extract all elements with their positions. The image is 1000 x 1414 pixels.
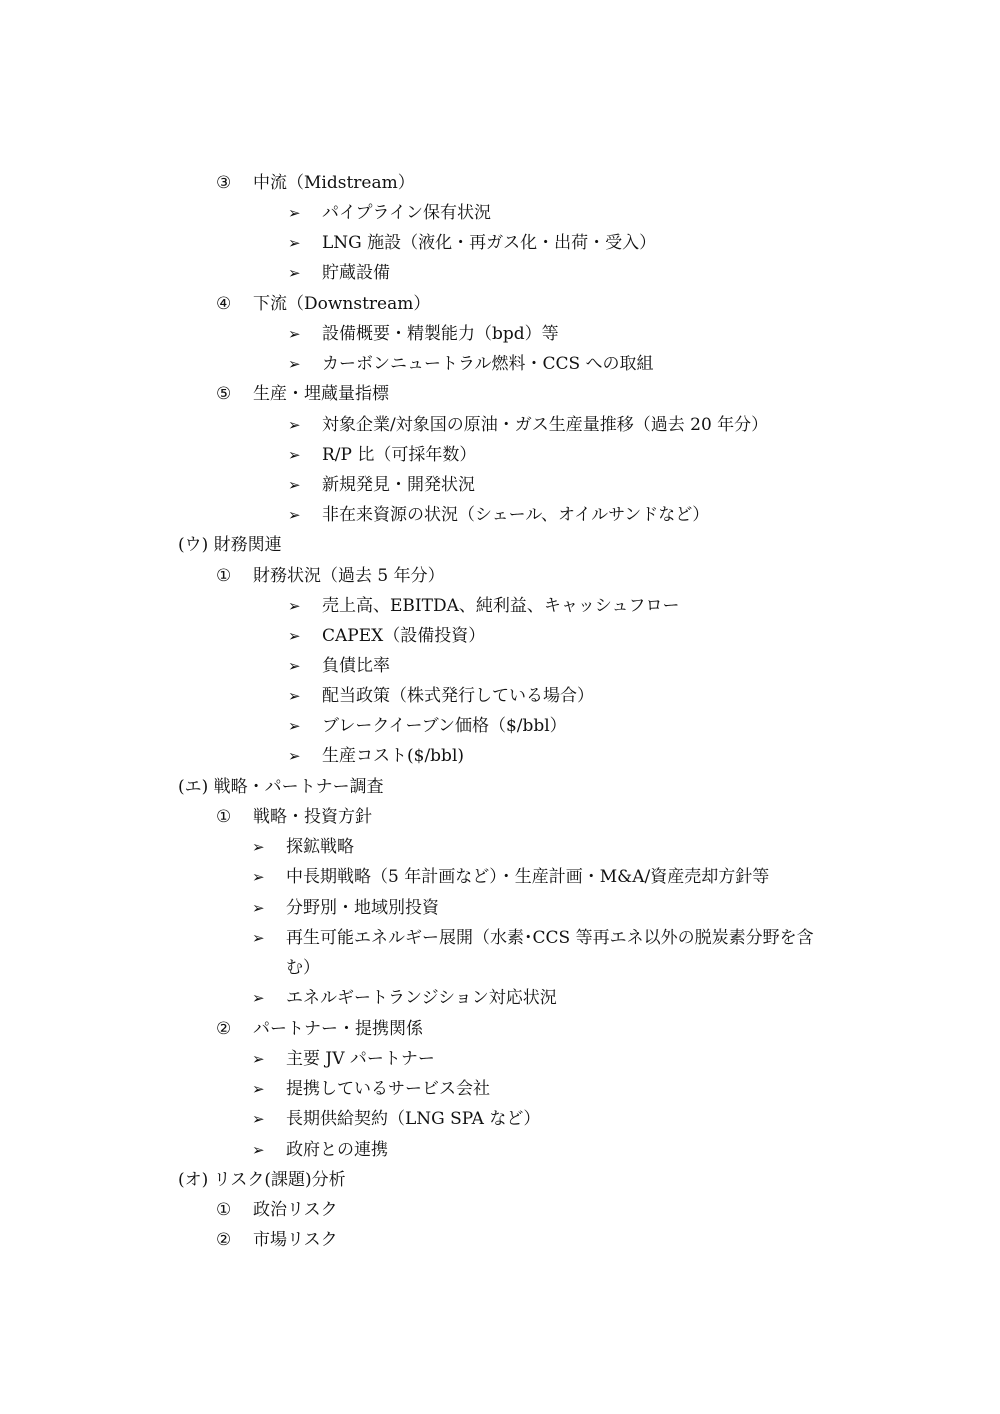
bullet-item bbox=[252, 898, 439, 918]
circled-number-marker: ① bbox=[216, 566, 232, 586]
bullet-text: 政府との連携 bbox=[286, 1140, 388, 1160]
item-text: 下流（Downstream） bbox=[253, 294, 431, 314]
bullet-item bbox=[288, 716, 567, 736]
section-heading-strategy bbox=[178, 777, 384, 797]
bullet-item bbox=[252, 988, 557, 1008]
section-heading-text: (エ) 戦略・パートナー調査 bbox=[178, 777, 384, 797]
section-heading-text: (オ) リスク(課題)分析 bbox=[178, 1170, 346, 1190]
bullet-text: 長期供給契約（LNG SPA など） bbox=[286, 1109, 541, 1129]
section-heading-finance bbox=[178, 535, 282, 555]
item-text: 戦略・投資方針 bbox=[253, 807, 372, 827]
bullet-text: 探鉱戦略 bbox=[286, 837, 354, 857]
bullet-text: 売上高、EBITDA、純利益、キャッシュフロー bbox=[322, 596, 680, 616]
bullet-item bbox=[288, 324, 559, 344]
circled-number-marker: ⑤ bbox=[216, 384, 232, 404]
circled-number-marker: ① bbox=[216, 807, 232, 827]
bullet-text: 再生可能エネルギー展開（水素･CCS 等再エネ以外の脱炭素分野を含 bbox=[286, 928, 814, 948]
arrow-bullet-icon: ➢ bbox=[288, 657, 301, 675]
bullet-text: 設備概要・精製能力（bpd）等 bbox=[322, 324, 559, 344]
item-market-risk bbox=[216, 1230, 338, 1250]
item-financial-status bbox=[216, 566, 445, 586]
arrow-bullet-icon: ➢ bbox=[252, 1080, 265, 1098]
bullet-item bbox=[288, 505, 709, 525]
item-text: 財務状況（過去 5 年分） bbox=[253, 566, 445, 586]
bullet-text: パイプライン保有状況 bbox=[322, 203, 491, 223]
bullet-text: R/P 比（可採年数） bbox=[322, 445, 477, 465]
bullet-item bbox=[288, 354, 654, 374]
bullet-item bbox=[252, 928, 814, 948]
circled-number-marker: ① bbox=[216, 1200, 232, 1220]
bullet-item bbox=[288, 626, 485, 646]
item-text: 政治リスク bbox=[253, 1200, 338, 1220]
arrow-bullet-icon: ➢ bbox=[252, 838, 265, 856]
section-heading-text: (ウ) 財務関連 bbox=[178, 535, 282, 555]
arrow-bullet-icon: ➢ bbox=[288, 355, 301, 373]
arrow-bullet-icon: ➢ bbox=[288, 234, 301, 252]
bullet-item bbox=[252, 837, 354, 857]
bullet-text: 新規発見・開発状況 bbox=[322, 475, 475, 495]
item-text: パートナー・提携関係 bbox=[253, 1019, 423, 1039]
bullet-text: カーボンニュートラル燃料・CCS への取組 bbox=[322, 354, 654, 374]
bullet-text: LNG 施設（液化・再ガス化・出荷・受入） bbox=[322, 233, 657, 253]
arrow-bullet-icon: ➢ bbox=[288, 687, 301, 705]
item-text: 生産・埋蔵量指標 bbox=[253, 384, 389, 404]
bullet-item bbox=[288, 596, 680, 616]
circled-number-marker: ② bbox=[216, 1019, 232, 1039]
bullet-item bbox=[252, 1109, 540, 1129]
bullet-item bbox=[252, 1049, 435, 1069]
arrow-bullet-icon: ➢ bbox=[288, 264, 301, 282]
item-downstream bbox=[216, 294, 430, 314]
bullet-item bbox=[288, 686, 594, 706]
bullet-item bbox=[252, 1140, 388, 1160]
bullet-text: 分野別・地域別投資 bbox=[286, 898, 439, 918]
arrow-bullet-icon: ➢ bbox=[252, 989, 265, 1007]
arrow-bullet-icon: ➢ bbox=[252, 1050, 265, 1068]
circled-number-marker: ② bbox=[216, 1230, 232, 1250]
arrow-bullet-icon: ➢ bbox=[252, 1110, 265, 1128]
bullet-item bbox=[288, 656, 390, 676]
arrow-bullet-icon: ➢ bbox=[288, 627, 301, 645]
bullet-text: 貯蔵設備 bbox=[322, 263, 390, 283]
bullet-text: ブレークイーブン価格（$/bbl） bbox=[322, 716, 567, 736]
arrow-bullet-icon: ➢ bbox=[288, 717, 301, 735]
bullet-item bbox=[288, 203, 491, 223]
item-text: 中流（Midstream） bbox=[253, 173, 415, 193]
circled-number-marker: ③ bbox=[216, 173, 232, 193]
arrow-bullet-icon: ➢ bbox=[252, 899, 265, 917]
arrow-bullet-icon: ➢ bbox=[288, 325, 301, 343]
bullet-text: 非在来資源の状況（シェール、オイルサンドなど） bbox=[322, 505, 710, 525]
bullet-text: エネルギートランジション対応状況 bbox=[286, 988, 557, 1008]
item-strategy-policy bbox=[216, 807, 372, 827]
bullet-continuation bbox=[286, 958, 320, 978]
bullet-text: 提携しているサービス会社 bbox=[286, 1079, 490, 1099]
circled-number-marker: ④ bbox=[216, 294, 232, 314]
bullet-text: 中長期戦略（5 年計画など）・生産計画・M&A/資産売却方針等 bbox=[286, 867, 770, 887]
item-production-reserves bbox=[216, 384, 389, 404]
bullet-item bbox=[288, 746, 464, 766]
item-political-risk bbox=[216, 1200, 338, 1220]
bullet-item bbox=[288, 475, 475, 495]
arrow-bullet-icon: ➢ bbox=[252, 1141, 265, 1159]
bullet-text: 主要 JV パートナー bbox=[286, 1049, 435, 1069]
arrow-bullet-icon: ➢ bbox=[288, 204, 301, 222]
bullet-text: む） bbox=[286, 958, 320, 978]
bullet-text: 対象企業/対象国の原油・ガス生産量推移（過去 20 年分） bbox=[322, 415, 769, 435]
section-heading-risk bbox=[178, 1170, 346, 1190]
bullet-item bbox=[252, 867, 769, 887]
item-text: 市場リスク bbox=[253, 1230, 338, 1250]
bullet-text: 生産コスト($/bbl) bbox=[322, 746, 465, 766]
bullet-item bbox=[252, 1079, 490, 1099]
bullet-item bbox=[288, 263, 390, 283]
arrow-bullet-icon: ➢ bbox=[252, 868, 265, 886]
bullet-text: CAPEX（設備投資） bbox=[322, 626, 486, 646]
bullet-item bbox=[288, 445, 476, 465]
arrow-bullet-icon: ➢ bbox=[252, 929, 265, 947]
arrow-bullet-icon: ➢ bbox=[288, 446, 301, 464]
arrow-bullet-icon: ➢ bbox=[288, 416, 301, 434]
bullet-item bbox=[288, 233, 656, 253]
bullet-text: 配当政策（株式発行している場合） bbox=[322, 686, 594, 706]
arrow-bullet-icon: ➢ bbox=[288, 747, 301, 765]
arrow-bullet-icon: ➢ bbox=[288, 506, 301, 524]
item-partners bbox=[216, 1019, 423, 1039]
bullet-text: 負債比率 bbox=[322, 656, 390, 676]
arrow-bullet-icon: ➢ bbox=[288, 476, 301, 494]
bullet-item bbox=[288, 415, 768, 435]
item-midstream bbox=[216, 173, 415, 193]
arrow-bullet-icon: ➢ bbox=[288, 597, 301, 615]
